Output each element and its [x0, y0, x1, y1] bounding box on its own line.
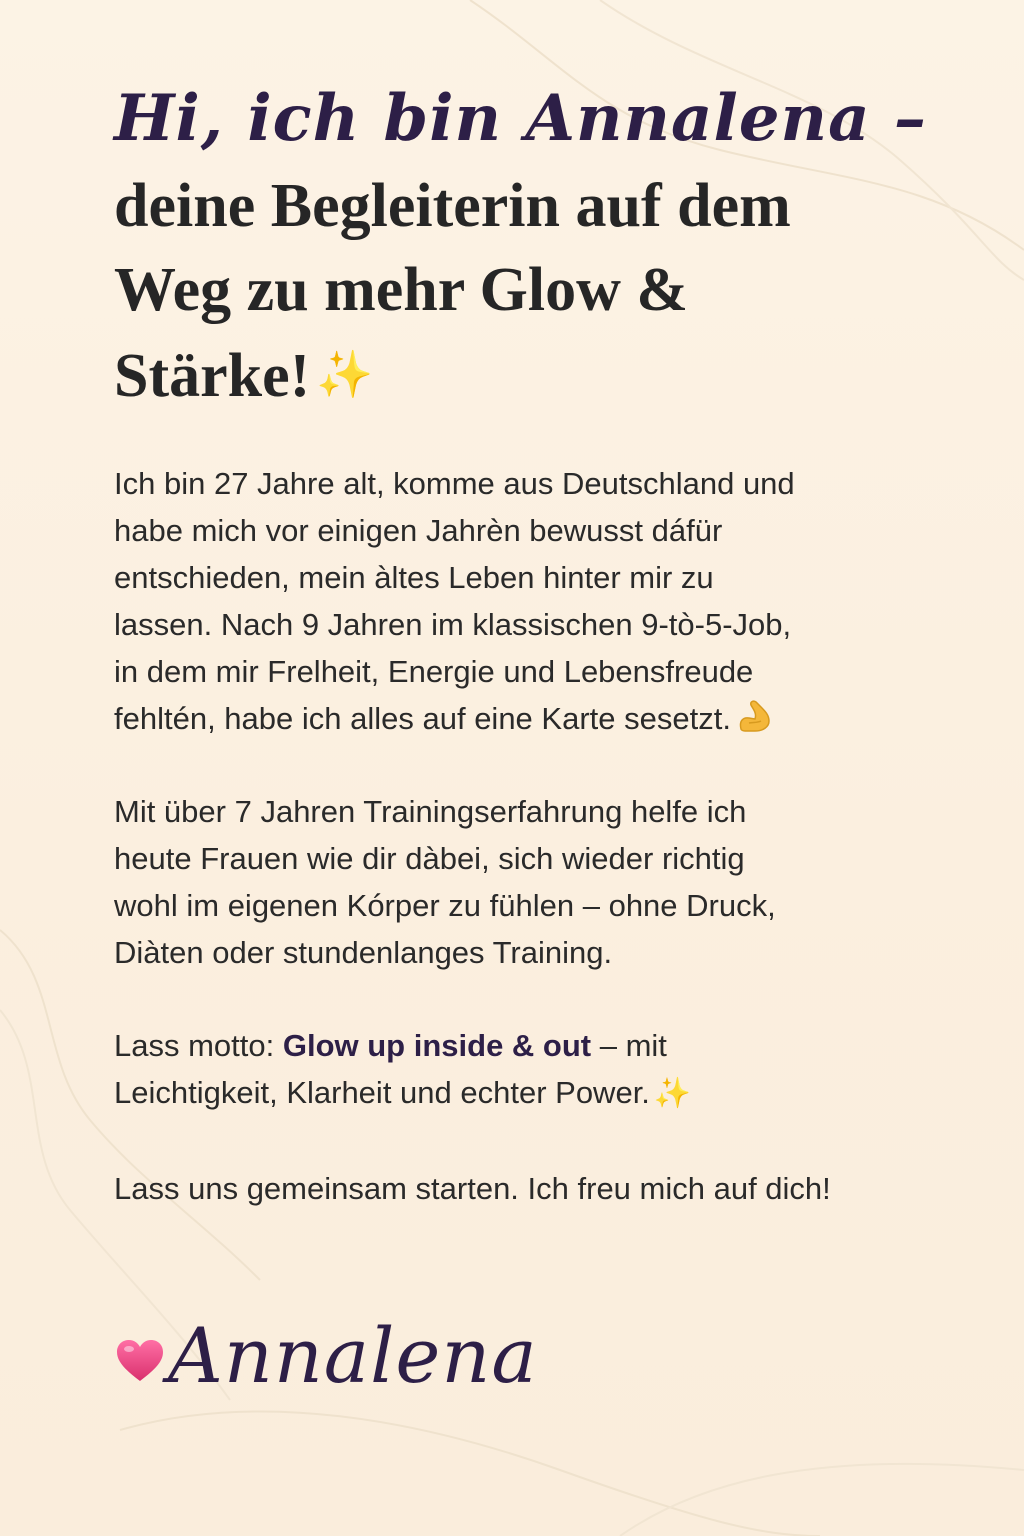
heading-line-text: Stärke!: [114, 342, 311, 411]
experience-paragraph: [114, 788, 914, 976]
main-content: [114, 81, 974, 1212]
paragraph-line: habe mich vor einigen Jahrèn bewusst dáfür: [114, 513, 723, 549]
flexed-biceps-icon: [735, 699, 775, 733]
motto-line-2: [114, 1069, 914, 1117]
paragraph-line-last: [114, 695, 914, 742]
heading-line: deine Begleiterin auf dem: [114, 172, 791, 241]
signature-name: Annalena: [168, 1311, 538, 1400]
motto-suffix: – mit: [591, 1028, 667, 1064]
motto-line-text: Leichtigkeit, Klarheit und echter Power.: [114, 1075, 650, 1111]
closing-line: Lass uns gemeinsam starten. Ich freu mich auf dich!: [114, 1171, 831, 1207]
subtitle-heading: [114, 164, 874, 418]
paragraph-line: entschieden, mein àltes Leben hinter mir zu: [114, 560, 714, 596]
paragraph-line-text: fehltén, habe ich alles auf eine Karte sesetzt.: [114, 701, 731, 737]
sparkles-icon: ✨: [316, 347, 374, 402]
paragraph-line: lassen. Nach 9 Jahren im klassischen 9-tò-5-Job,: [114, 607, 792, 643]
pink-heart-icon: [114, 1337, 166, 1385]
paragraph-line: wohl im eigenen Kórper zu fühlen – ohne Druck,: [114, 888, 776, 924]
motto-paragraph: [114, 1022, 914, 1117]
motto-prefix: Lass motto:: [114, 1028, 283, 1064]
paragraph-line: Diàten oder stundenlanges Training.: [114, 935, 613, 971]
paragraph-line: heute Frauen wie dir dàbei, sich wieder richtig: [114, 841, 745, 877]
heading-line-last: [114, 332, 874, 418]
signature: [114, 1311, 538, 1400]
paragraph-line: Mit über 7 Jahren Trainingserfahrung helfe ich: [114, 794, 747, 830]
intro-paragraph: [114, 460, 914, 742]
motto-highlight: Glow up inside & out: [282, 1028, 592, 1064]
heading-line: Weg zu mehr Glow &: [114, 256, 689, 325]
paragraph-line: in dem mir Frelheit, Energie und Lebensfreude: [114, 654, 754, 690]
paragraph-line: Ich bin 27 Jahre alt, komme aus Deutschland und: [114, 466, 795, 502]
motto-line: [114, 1022, 914, 1069]
sparkles-icon: ✨: [653, 1076, 692, 1112]
greeting-title: Hi, ich bin Annalena –: [114, 81, 927, 156]
closing-paragraph: [114, 1165, 914, 1212]
